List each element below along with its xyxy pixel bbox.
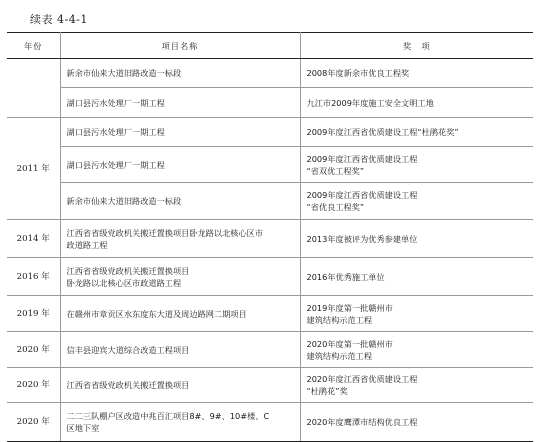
year-cell: 2020 年 bbox=[7, 403, 60, 442]
year-cell: 2011 年 bbox=[7, 118, 60, 220]
project-cell bbox=[60, 183, 300, 220]
project-cell bbox=[60, 368, 300, 403]
header-year: 年份 bbox=[7, 33, 60, 59]
year-cell: 2020 年 bbox=[7, 368, 60, 403]
award-line: 2020年度江西省优质建设工程 bbox=[306, 374, 418, 384]
project-line: 新余市仙来大道旧路改造一标段 bbox=[66, 68, 182, 78]
table-row bbox=[7, 258, 533, 296]
project-line: 江西省省级党政机关搬迁置换项目 bbox=[66, 265, 190, 276]
award-line: 九江市2009年度施工安全文明工地 bbox=[306, 97, 434, 108]
table-row bbox=[7, 59, 533, 88]
header-row bbox=[7, 33, 533, 59]
award-line: “省优良工程奖” bbox=[306, 202, 365, 212]
table-row bbox=[7, 147, 533, 183]
year-cell: 2019 年 bbox=[7, 296, 60, 332]
award-line: 2019年度第一批赣州市 bbox=[306, 302, 393, 313]
project-line: 政道路工程 bbox=[66, 239, 108, 250]
header-project: 项目名称 bbox=[60, 33, 300, 59]
award-line: “省双优工程奖” bbox=[306, 165, 365, 176]
table-row bbox=[7, 296, 533, 332]
project-line: 江西省省级党政机关搬迁置换项目 bbox=[66, 380, 190, 390]
award-cell bbox=[300, 296, 533, 332]
award-cell bbox=[300, 147, 533, 183]
project-line: 湖口县污水处理厂一期工程 bbox=[66, 127, 165, 137]
project-cell bbox=[60, 332, 300, 368]
table-row bbox=[7, 220, 533, 258]
award-cell bbox=[300, 118, 533, 147]
project-cell bbox=[60, 59, 300, 88]
awards-table bbox=[7, 32, 533, 442]
project-cell bbox=[60, 220, 300, 258]
table-row bbox=[7, 88, 533, 118]
project-line: 卧龙路以北核心区市政道路工程 bbox=[66, 277, 182, 288]
award-cell bbox=[300, 59, 533, 88]
award-cell bbox=[300, 368, 533, 403]
award-line: 2009年度江西省优质建设工程 bbox=[306, 190, 418, 200]
project-line: 新余市仙来大道旧路改造一标段 bbox=[66, 196, 182, 206]
year-cell: 2020 年 bbox=[7, 332, 60, 368]
project-line: 江西省省级党政机关搬迁置换项目卧龙路以北核心区市 bbox=[66, 227, 264, 238]
award-cell bbox=[300, 403, 533, 442]
award-cell bbox=[300, 220, 533, 258]
year-cell bbox=[7, 59, 60, 118]
table-row bbox=[7, 403, 533, 442]
project-line: 区地下室 bbox=[66, 423, 100, 433]
year-cell: 2016 年 bbox=[7, 258, 60, 296]
project-cell bbox=[60, 258, 300, 296]
award-line: “杜鹃花”奖 bbox=[306, 386, 348, 396]
project-cell bbox=[60, 118, 300, 147]
table-row bbox=[7, 332, 533, 368]
project-line: 信丰县迎宾大道综合改造工程项目 bbox=[66, 344, 190, 355]
award-cell bbox=[300, 183, 533, 220]
award-cell bbox=[300, 258, 533, 296]
project-cell bbox=[60, 403, 300, 442]
table-caption: 续表 4-4-1 bbox=[30, 13, 88, 26]
award-line: 2020年度第一批赣州市 bbox=[306, 338, 393, 349]
award-line: 2016年优秀施工单位 bbox=[306, 271, 385, 282]
award-cell bbox=[300, 88, 533, 118]
project-line: 二二三队棚户区改造中兆百汇项目8#、9#、10#楼、C bbox=[66, 411, 270, 421]
project-cell bbox=[60, 296, 300, 332]
award-line: 2013年度被评为优秀参建单位 bbox=[306, 233, 418, 244]
header-award: 奖 项 bbox=[300, 33, 533, 59]
table-row bbox=[7, 183, 533, 220]
award-line: 2008年度新余市优良工程奖 bbox=[306, 68, 410, 78]
project-cell bbox=[60, 88, 300, 118]
project-line: 在赣州市章贡区水东度东大道及周边路网二期项目 bbox=[66, 308, 247, 319]
award-cell bbox=[300, 332, 533, 368]
award-line: 2009年度江西省优质建设工程 bbox=[306, 153, 418, 164]
award-line: 2020年度鹰潭市结构优良工程 bbox=[306, 417, 418, 427]
table-row bbox=[7, 118, 533, 147]
award-line: 建筑结构示范工程 bbox=[306, 314, 373, 325]
year-cell: 2014 年 bbox=[7, 220, 60, 258]
award-line: 建筑结构示范工程 bbox=[306, 350, 373, 361]
project-line: 湖口县污水处理厂一期工程 bbox=[66, 97, 165, 108]
project-cell bbox=[60, 147, 300, 183]
award-line: 2009年度江西省优质建设工程“杜鹃花奖” bbox=[306, 127, 459, 137]
table-row bbox=[7, 368, 533, 403]
project-line: 湖口县污水处理厂一期工程 bbox=[66, 159, 165, 170]
